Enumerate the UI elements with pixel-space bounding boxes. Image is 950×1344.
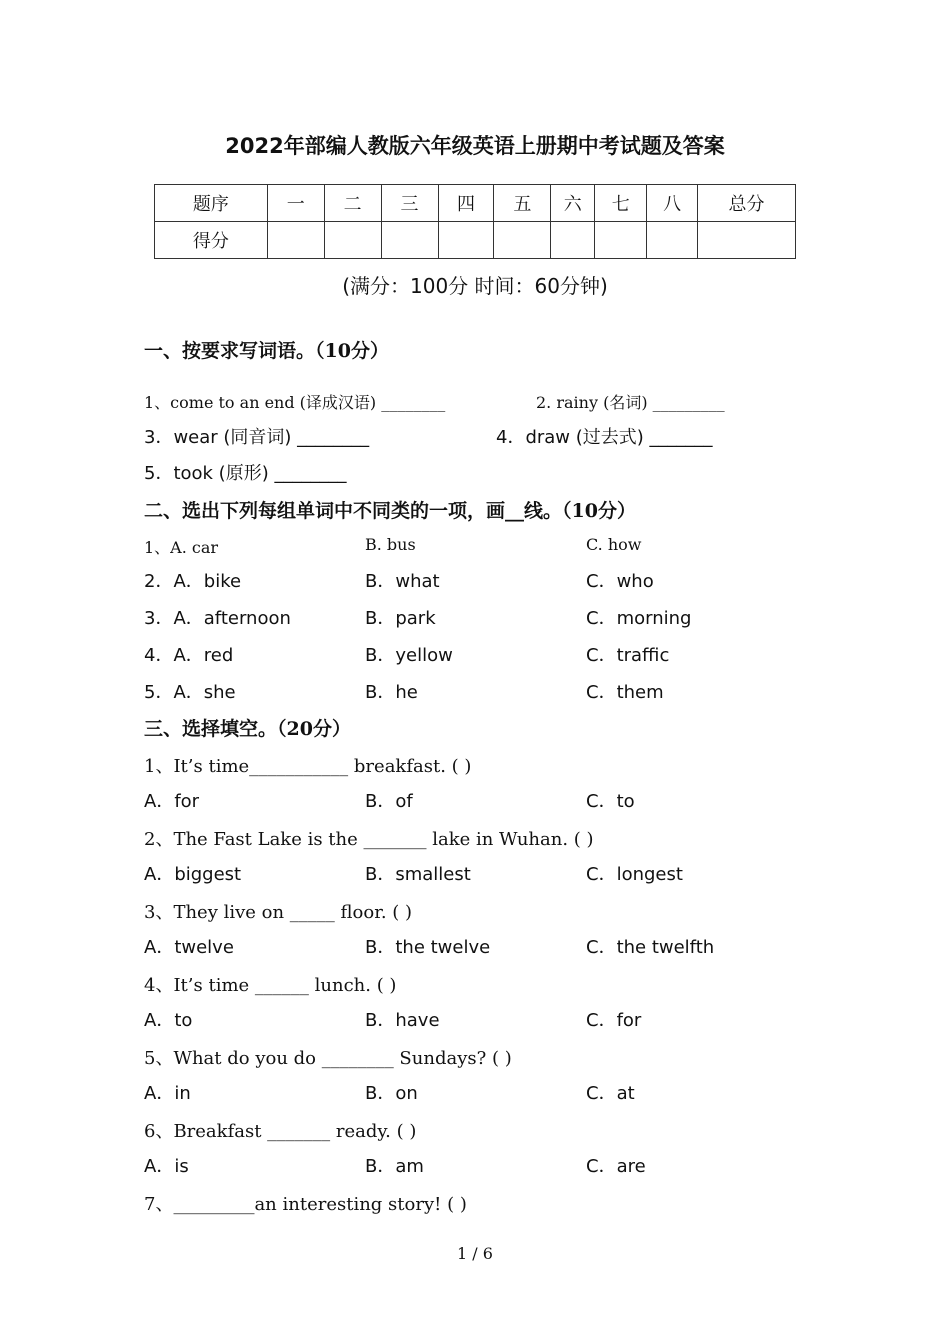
option-b: B．park xyxy=(365,608,436,629)
section1-title: 一、按要求写词语。 xyxy=(144,340,316,362)
question-text: 3、They live on _____ floor. ( ) xyxy=(144,902,413,923)
section2-heading xyxy=(144,496,636,523)
option-a: 2．A．bike xyxy=(144,571,242,592)
option-a: 3．A．afternoon xyxy=(144,608,291,629)
option-a: 5．A．she xyxy=(144,682,236,703)
section1-score: （10分） xyxy=(315,340,389,362)
header-cell: 一 xyxy=(267,185,324,222)
score-cell xyxy=(494,222,551,259)
section3-score: （20分） xyxy=(277,718,351,740)
full-score-line: (满分：100分 时间：60分钟) xyxy=(342,274,608,298)
section2-score: （10分） xyxy=(562,500,636,522)
header-cell: 四 xyxy=(438,185,494,222)
option-a: A．in xyxy=(144,1083,191,1104)
option-c: C．are xyxy=(586,1156,646,1177)
option-c: C．longest xyxy=(586,864,683,885)
section1-item: 3．wear (同音词) ________ xyxy=(144,427,370,448)
option-c: C．for xyxy=(586,1010,642,1031)
question-text: 6、Breakfast _______ ready. ( ) xyxy=(144,1121,417,1142)
section1-item: 5．took (原形) ________ xyxy=(144,463,347,484)
page-number: 1 / 6 xyxy=(457,1244,493,1263)
header-cell: 三 xyxy=(381,185,438,222)
option-c: C．the twelfth xyxy=(586,937,715,958)
header-cell: 五 xyxy=(494,185,551,222)
option-b: B．the twelve xyxy=(365,937,491,958)
option-b: B．on xyxy=(365,1083,418,1104)
score-table xyxy=(154,184,796,259)
option-c: C．morning xyxy=(586,608,692,629)
option-a: 4．A．red xyxy=(144,645,234,666)
row-label-cell: 得分 xyxy=(155,222,268,259)
page-title: 2022年部编人教版六年级英语上册期中考试题及答案 xyxy=(225,134,725,158)
option-c: C．at xyxy=(586,1083,635,1104)
option-c: C．to xyxy=(586,791,635,812)
option-b: B．yellow xyxy=(365,645,453,666)
option-a: A．is xyxy=(144,1156,189,1177)
option-c: C．them xyxy=(586,682,664,703)
option-a: A．biggest xyxy=(144,864,242,885)
header-cell: 总分 xyxy=(698,185,796,222)
question-text: 2、The Fast Lake is the _______ lake in Wuhan. ( ) xyxy=(144,829,594,850)
option-b: B．he xyxy=(365,682,418,703)
score-cell xyxy=(698,222,796,259)
option-a: A．to xyxy=(144,1010,193,1031)
header-cell: 八 xyxy=(647,185,698,222)
score-cell xyxy=(551,222,595,259)
option-b: B．of xyxy=(365,791,413,812)
question-text: 5、What do you do ________ Sundays? ( ) xyxy=(144,1048,512,1069)
option-c: C．who xyxy=(586,571,654,592)
option-b: B. bus xyxy=(365,535,416,554)
option-a: A．for xyxy=(144,791,200,812)
section3-heading xyxy=(144,714,351,741)
section1-item: 1、come to an end (译成汉语) ________ xyxy=(144,393,446,412)
option-c: C. how xyxy=(586,535,642,554)
score-cell xyxy=(324,222,381,259)
section1-item: 4．draw (过去式) _______ xyxy=(496,427,713,448)
option-b: B．am xyxy=(365,1156,424,1177)
section1-heading xyxy=(144,336,389,363)
section2-title: 二、选出下列每组单词中不同类的一项，画__线。 xyxy=(144,500,563,522)
score-cell xyxy=(267,222,324,259)
score-table-header-row xyxy=(155,185,796,222)
option-a: 1、A. car xyxy=(144,538,219,557)
option-b: B．have xyxy=(365,1010,440,1031)
section3-title: 三、选择填空。 xyxy=(144,718,278,740)
question-text: 4、It’s time ______ lunch. ( ) xyxy=(144,975,397,996)
score-table-score-row xyxy=(155,222,796,259)
header-cell: 六 xyxy=(551,185,595,222)
option-b: B．smallest xyxy=(365,864,471,885)
score-cell xyxy=(381,222,438,259)
section1-item: 2. rainy (名词) _________ xyxy=(536,393,725,412)
option-c: C．traffic xyxy=(586,645,670,666)
option-b: B．what xyxy=(365,571,440,592)
score-cell xyxy=(647,222,698,259)
header-cell: 七 xyxy=(595,185,647,222)
score-cell xyxy=(438,222,494,259)
question-text: 7、_________an interesting story! ( ) xyxy=(144,1194,467,1215)
header-cell: 二 xyxy=(324,185,381,222)
option-a: A．twelve xyxy=(144,937,234,958)
header-cell: 题序 xyxy=(155,185,268,222)
question-text: 1、It’s time___________ breakfast. ( ) xyxy=(144,756,472,777)
score-cell xyxy=(595,222,647,259)
